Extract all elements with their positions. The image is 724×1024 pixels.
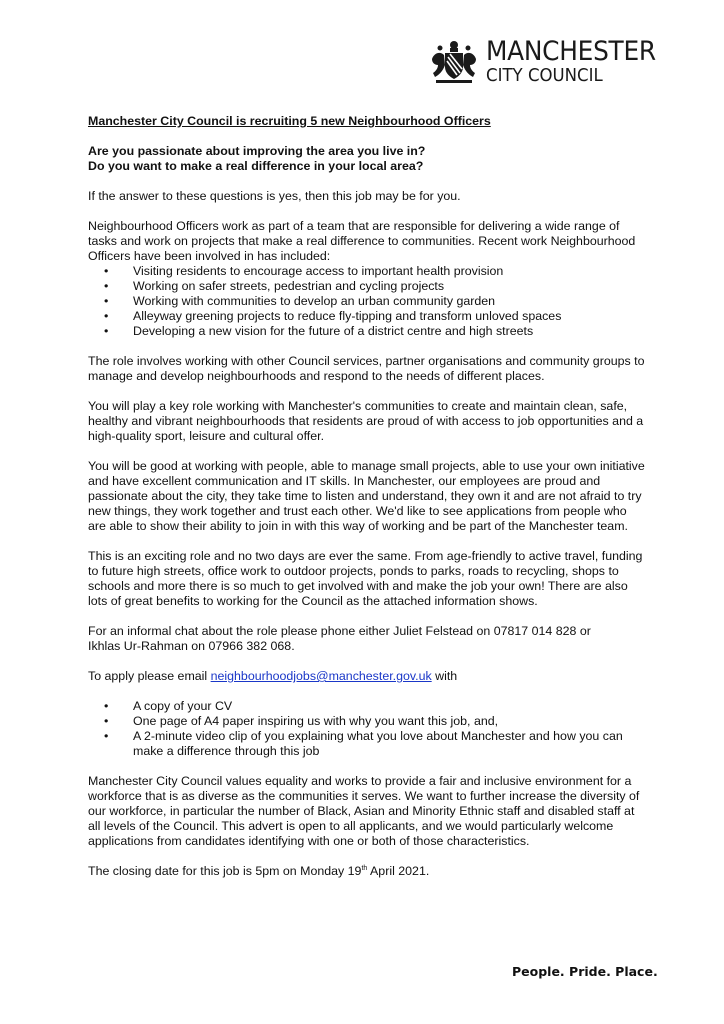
equality-paragraph: Manchester City Council values equality and works to provide a fair and inclusive environment for a workforce that is as diverse as the communities it serves. We want to further increase the diversity of our workforce, in particular the number of Black, Asian and Minority Ethnic staff and disabled staff at all levels of the Council. This advert is open to all applicants, and we would particularly welcome applications from candidates identifying with one or both of those characteristics. (88, 774, 640, 848)
list-item: • Visiting residents to encourage access to important health provision (88, 264, 648, 279)
list-item: • Developing a new vision for the future of a district centre and high streets (88, 324, 648, 339)
council-logo (428, 38, 671, 85)
footer-tagline: People. Pride. Place. (512, 964, 658, 979)
document-body (88, 114, 648, 894)
logo-subtitle: CITY COUNCIL (486, 65, 603, 86)
list-item: • One page of A4 paper inspiring us with why you want this job, and, (88, 714, 648, 729)
skills-paragraph: You will be good at working with people, able to manage small projects, able to use your own initiative and have excellent communication and IT skills. In Manchester, our employees are proud and passionate about the city, they take time to listen and understand, they own it and are not afraid to try new things, they work together and trust each other. We'd like to see applications from people who are able to show their ability to join in with this way of working and be part of the Manchester team. (88, 459, 645, 533)
role-paragraph: The role involves working with other Council services, partner organisations and community groups to manage and develop neighbourhoods and respond to the needs of different places. (88, 354, 645, 383)
contact-line-1: For an informal chat about the role please phone either Juliet Felstead on 07817 014 828 or (88, 624, 591, 638)
closing-ordinal: th (361, 864, 368, 872)
list-item: • A copy of your CV (88, 699, 648, 714)
key-role-paragraph: You will play a key role working with Manchester's communities to create and maintain clean, safe, healthy and vibrant neighbourhoods that residents are proud of with access to job opportunities and a high-quality sport, leisure and cultural offer. (88, 399, 644, 443)
logo-title: MANCHESTER (486, 36, 656, 67)
apply-email-link[interactable]: neighbourhoodjobs@manchester.gov.uk (210, 669, 432, 683)
contact-paragraph (88, 624, 648, 654)
question-1: Are you passionate about improving the area you live in? (88, 144, 426, 158)
officers-paragraph: Neighbourhood Officers work as part of a team that are responsible for delivering a wide range of tasks and work on projects that make a real difference to communities. Recent work Neighbourhood Officers have been involved in has included: (88, 219, 636, 263)
apply-prefix: To apply please email (88, 669, 211, 683)
contact-line-2: Ikhlas Ur-Rahman on 07966 382 068. (88, 639, 295, 653)
apply-requirements-list (88, 699, 648, 759)
closing-suffix: April 2021. (367, 864, 430, 878)
document-title: Manchester City Council is recruiting 5 new Neighbourhood Officers (88, 114, 491, 128)
question-2: Do you want to make a real difference in your local area? (88, 159, 424, 173)
list-item: • Working on safer streets, pedestrian and cycling projects (88, 279, 648, 294)
coat-of-arms-crest-icon (428, 39, 480, 85)
intro-questions (88, 144, 648, 174)
list-item: • Working with communities to develop an urban community garden (88, 294, 648, 309)
closing-prefix: The closing date for this job is 5pm on Monday 19 (88, 864, 362, 878)
list-item: • Alleyway greening projects to reduce fly-tipping and transform unloved spaces (88, 309, 648, 324)
recent-work-list (88, 264, 648, 339)
exciting-role-paragraph: This is an exciting role and no two days are ever the same. From age-friendly to active travel, funding to future high streets, office work to outdoor projects, ponds to parks, roads to recycling, shops to schools and more there is so much to get involved with and make the job your own! There are also lots of great benefits to working for the Council as the attached information shows. (88, 549, 643, 608)
closing-date (88, 864, 648, 879)
apply-suffix: with (431, 669, 458, 683)
list-item: • A 2-minute video clip of you explaining what you love about Manchester and how you can make a difference through this job (88, 729, 648, 759)
apply-paragraph (88, 669, 648, 684)
intro-paragraph: If the answer to these questions is yes, then this job may be for you. (88, 189, 461, 203)
